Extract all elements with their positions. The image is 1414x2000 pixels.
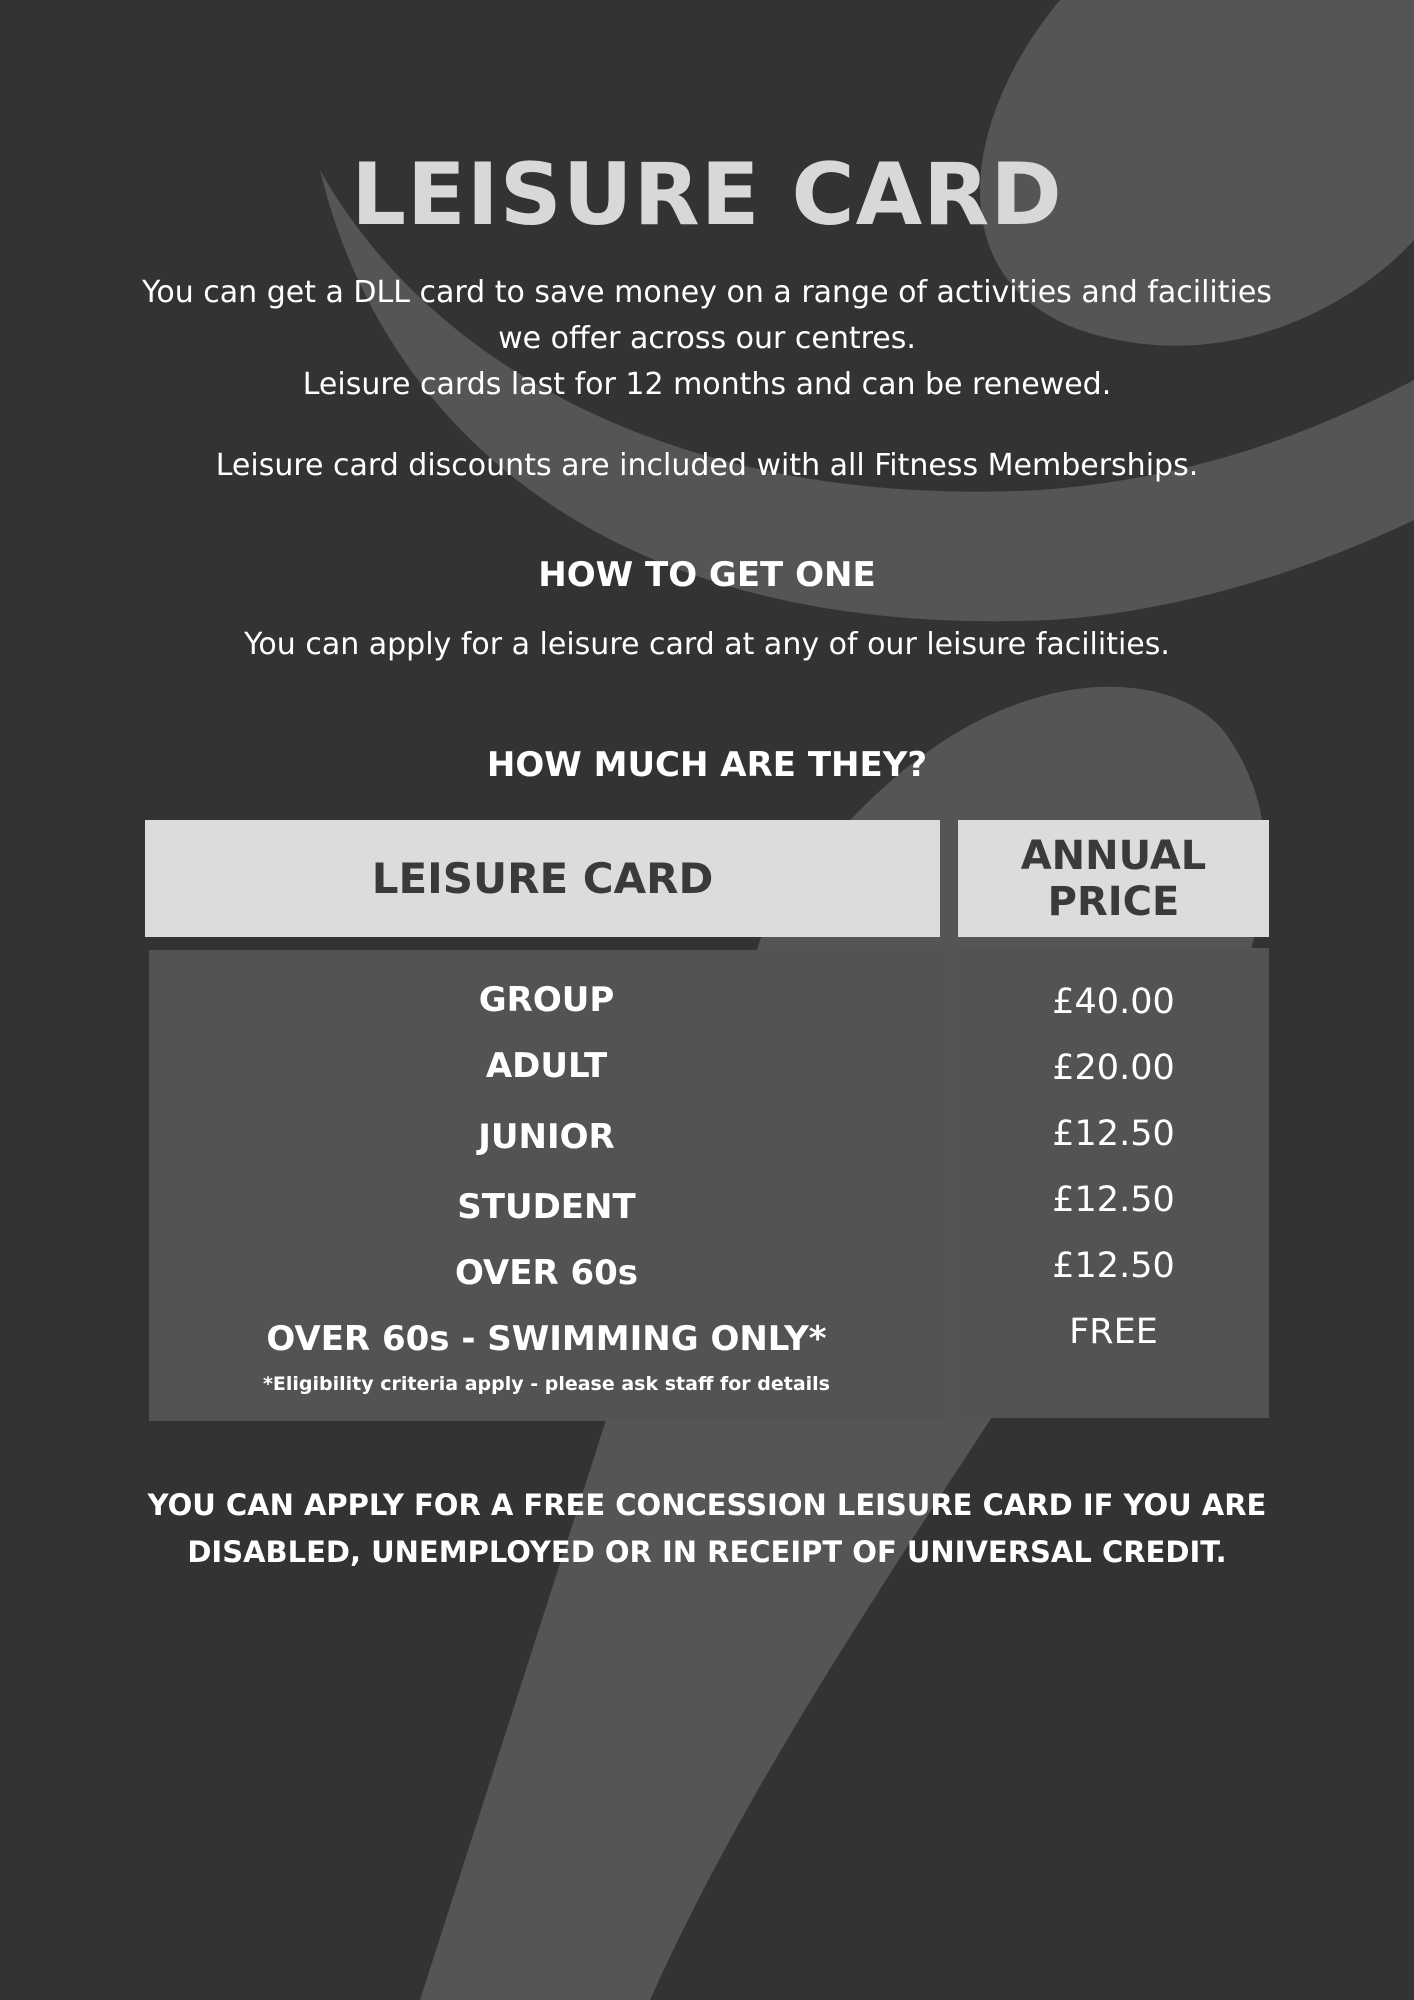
concession-line-2: DISABLED, UNEMPLOYED OR IN RECEIPT OF UNIVERSAL CREDIT. bbox=[187, 1535, 1227, 1569]
how-much-heading: HOW MUCH ARE THEY? bbox=[486, 745, 928, 785]
price-adult: £20.00 bbox=[1052, 1048, 1175, 1088]
annual-price-header-line-1: ANNUAL bbox=[1020, 832, 1207, 879]
concession-notice bbox=[0, 1482, 1414, 1576]
price-junior: £12.50 bbox=[1052, 1114, 1175, 1154]
how-to-get-text: You can apply for a leisure card at any of our leisure facilities. bbox=[244, 627, 1170, 662]
price-student: £12.50 bbox=[1052, 1180, 1175, 1220]
table-header-annual-price bbox=[958, 820, 1269, 937]
price-group: £40.00 bbox=[1052, 982, 1175, 1022]
concession-line-1: YOU CAN APPLY FOR A FREE CONCESSION LEISURE CARD IF YOU ARE bbox=[147, 1488, 1267, 1522]
intro-text bbox=[0, 270, 1414, 408]
intro-line-2: we offer across our centres. bbox=[498, 321, 916, 356]
annual-price-header-line-2: PRICE bbox=[1047, 878, 1180, 925]
annual-prices-panel bbox=[958, 948, 1269, 1418]
fitness-membership-note: Leisure card discounts are included with all Fitness Memberships. bbox=[215, 448, 1199, 483]
card-type-over-60s: OVER 60s bbox=[454, 1253, 639, 1293]
card-type-group: GROUP bbox=[478, 980, 615, 1020]
card-types-panel bbox=[149, 950, 944, 1421]
intro-line-3: Leisure cards last for 12 months and can be renewed. bbox=[302, 367, 1112, 402]
table-header-leisure-card: LEISURE CARD bbox=[145, 820, 940, 937]
card-type-over-60s-swimming: OVER 60s - SWIMMING ONLY* bbox=[266, 1319, 827, 1359]
intro-line-1: You can get a DLL card to save money on a range of activities and facilities bbox=[142, 275, 1272, 310]
price-over-60s-swimming: FREE bbox=[1069, 1312, 1158, 1352]
card-type-junior: JUNIOR bbox=[478, 1117, 615, 1157]
card-type-adult: ADULT bbox=[485, 1046, 608, 1086]
page-title: LEISURE CARD bbox=[351, 145, 1063, 245]
price-over-60s: £12.50 bbox=[1052, 1246, 1175, 1286]
eligibility-footnote: *Eligibility criteria apply - please ask staff for details bbox=[262, 1373, 830, 1395]
how-to-get-heading: HOW TO GET ONE bbox=[538, 555, 876, 595]
card-type-student: STUDENT bbox=[457, 1187, 636, 1227]
